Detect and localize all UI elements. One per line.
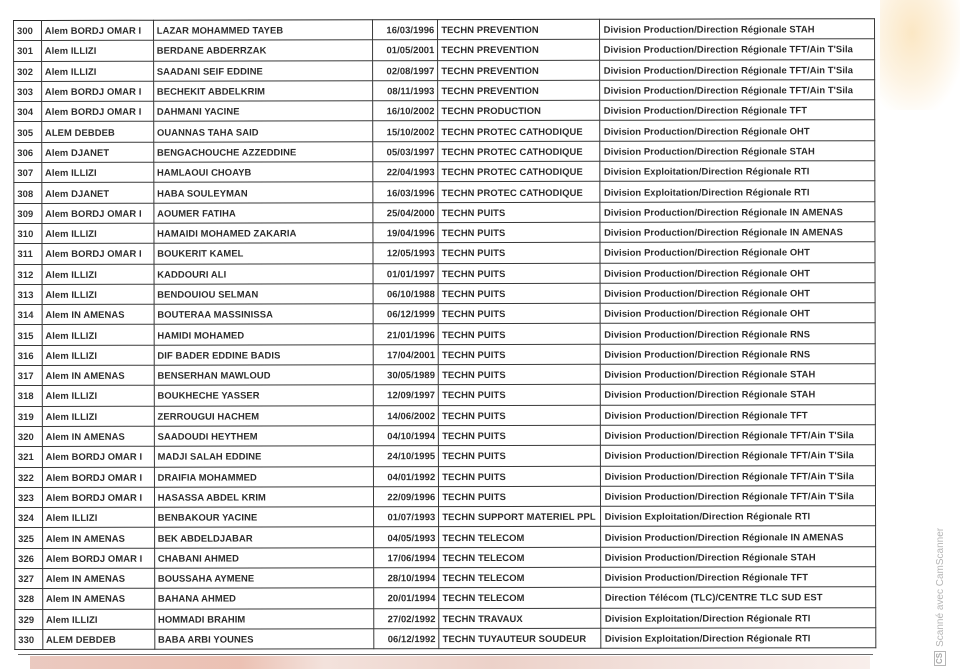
row-number-cell: 327 <box>15 568 43 588</box>
site-cell: Alem BORDJ OMAR I <box>42 446 154 467</box>
site-cell: Alem ILLIZI <box>42 325 154 346</box>
table-row <box>14 303 875 325</box>
job-title-cell: TECHN PUITS <box>438 243 599 264</box>
employee-name-cell: SAADOUDI HEYTHEM <box>154 426 373 447</box>
job-title-cell: TECHN PUITS <box>439 425 600 446</box>
date-cell: 12/09/1997 <box>373 385 439 405</box>
row-number-cell: 325 <box>15 528 43 548</box>
division-cell: Division Exploitation/Direction Régionale RTI <box>599 181 874 202</box>
site-cell: Alem BORDJ OMAR I <box>42 467 154 488</box>
employee-name-cell: BABA ARBI YOUNES <box>154 629 373 650</box>
table-row <box>14 343 875 365</box>
site-cell: Alem DJANET <box>42 183 154 204</box>
division-cell: Division Production/Direction Régionale TFT/Ain T'Sila <box>600 465 875 486</box>
row-number-cell: 328 <box>15 589 43 609</box>
site-cell: Alem BORDJ OMAR I <box>41 101 153 122</box>
division-cell: Division Production/Direction Régionale RNS <box>600 343 875 364</box>
job-title-cell: TECHN PUITS <box>438 303 599 324</box>
site-cell: Alem BORDJ OMAR I <box>41 20 153 41</box>
division-cell: Division Production/Direction Régionale STAH <box>599 19 874 40</box>
table-row <box>14 222 875 244</box>
date-cell: 08/11/1993 <box>372 81 438 101</box>
table-row <box>15 587 876 609</box>
date-cell: 17/04/2001 <box>373 344 439 364</box>
site-cell: Alem ILLIZI <box>42 345 154 366</box>
row-number-cell: 329 <box>15 609 43 629</box>
employee-name-cell: AOUMER FATIHA <box>154 202 373 223</box>
division-cell: Division Exploitation/Direction Régionale RTI <box>600 607 875 628</box>
date-cell: 24/10/1995 <box>373 446 439 466</box>
date-cell: 12/05/1993 <box>373 243 439 263</box>
row-number-cell: 321 <box>14 447 42 467</box>
job-title-cell: TECHN PUITS <box>439 466 600 487</box>
job-title-cell: TECHN TUYAUTEUR SOUDEUR <box>439 628 600 649</box>
job-title-cell: TECHN SUPPORT MATERIEL PPL <box>439 506 600 527</box>
site-cell: Alem ILLIZI <box>42 284 154 305</box>
division-cell: Division Production/Direction Régionale TFT/Ain T'Sila <box>599 59 874 80</box>
division-cell: Division Production/Direction Régionale TFT <box>600 404 875 425</box>
date-cell: 27/02/1992 <box>373 608 439 628</box>
row-number-cell: 303 <box>14 81 42 101</box>
date-cell: 15/10/2002 <box>372 121 438 141</box>
row-number-cell: 318 <box>14 386 42 406</box>
date-cell: 06/10/1988 <box>373 283 439 303</box>
date-cell: 22/09/1996 <box>373 486 439 506</box>
table-row <box>14 161 875 183</box>
employee-name-cell: BENGACHOUCHE AZZEDDINE <box>153 142 372 163</box>
division-cell: Division Production/Direction Régionale TFT/Ain T'Sila <box>600 445 875 466</box>
employee-name-cell: BENBAKOUR YACINE <box>154 507 373 528</box>
background-strip <box>30 656 870 669</box>
site-cell: Alem ILLIZI <box>42 223 154 244</box>
camscanner-logo-icon: CS <box>935 652 944 664</box>
row-number-cell: 319 <box>14 406 42 426</box>
table-row <box>15 607 876 629</box>
table-row <box>14 120 875 142</box>
job-title-cell: TECHN PUITS <box>439 486 600 507</box>
employee-name-cell: BOUTERAA MASSINISSA <box>154 304 373 325</box>
date-cell: 01/01/1997 <box>373 263 439 283</box>
site-cell: Alem IN AMENAS <box>42 426 154 447</box>
date-cell: 28/10/1994 <box>373 568 439 588</box>
date-cell: 16/03/1996 <box>372 20 438 40</box>
employee-name-cell: BOUSSAHA AYMENE <box>154 568 373 589</box>
division-cell: Division Production/Direction Régionale IN AMENAS <box>599 201 874 222</box>
site-cell: Alem ILLIZI <box>42 507 154 528</box>
division-cell: Division Production/Direction Régionale TFT/Ain T'Sila <box>599 80 874 101</box>
site-cell: Alem BORDJ OMAR I <box>42 487 154 508</box>
division-cell: Division Exploitation/Direction Régionale RTI <box>599 161 874 182</box>
table-row <box>15 526 876 548</box>
employee-name-cell: DIF BADER EDDINE BADIS <box>154 344 373 365</box>
table-row <box>15 628 876 650</box>
site-cell: Alem BORDJ OMAR I <box>41 81 153 102</box>
division-cell: Division Exploitation/Direction Régionale RTI <box>600 506 875 527</box>
row-number-cell: 322 <box>14 467 42 487</box>
row-number-cell: 326 <box>15 548 43 568</box>
table-row <box>14 242 875 264</box>
table-row <box>14 19 875 41</box>
division-cell: Division Production/Direction Régionale STAH <box>600 364 875 385</box>
table-row <box>14 465 875 487</box>
site-cell: Alem ILLIZI <box>41 61 153 82</box>
division-cell: Division Production/Direction Régionale OHT <box>600 242 875 263</box>
table-row <box>14 445 875 467</box>
table-row <box>14 100 875 122</box>
date-cell: 04/10/1994 <box>373 426 439 446</box>
site-cell: Alem DJANET <box>41 142 153 163</box>
employee-name-cell: SAADANI SEIF EDDINE <box>153 60 372 81</box>
division-cell: Division Production/Direction Régionale OHT <box>600 262 875 283</box>
job-title-cell: TECHN PUITS <box>439 446 600 467</box>
division-cell: Direction Télécom (TLC)/CENTRE TLC SUD EST <box>600 587 875 608</box>
staff-table <box>13 18 876 650</box>
division-cell: Division Production/Direction Régionale OHT <box>600 303 875 324</box>
date-cell: 25/04/2000 <box>372 202 438 222</box>
division-cell: Division Production/Direction Régionale OHT <box>599 120 874 141</box>
row-number-cell: 323 <box>14 487 42 507</box>
table-row <box>14 425 875 447</box>
site-cell: Alem IN AMENAS <box>42 304 154 325</box>
job-title-cell: TECHN TRAVAUX <box>439 608 600 629</box>
job-title-cell: TECHN PROTEC CATHODIQUE <box>438 182 599 203</box>
row-number-cell: 305 <box>14 122 42 142</box>
job-title-cell: TECHN PUITS <box>438 263 599 284</box>
division-cell: Division Production/Direction Régionale STAH <box>599 140 874 161</box>
site-cell: Alem IN AMENAS <box>42 528 154 549</box>
site-cell: Alem BORDJ OMAR I <box>42 243 154 264</box>
division-cell: Division Production/Direction Régionale STAH <box>600 546 875 567</box>
table-row <box>15 567 876 589</box>
job-title-cell: TECHN PUITS <box>439 364 600 385</box>
date-cell: 20/01/1994 <box>373 588 439 608</box>
date-cell: 19/04/1996 <box>372 223 438 243</box>
site-cell: Alem ILLIZI <box>42 406 154 427</box>
row-number-cell: 301 <box>14 41 42 61</box>
division-cell: Division Production/Direction Régionale RNS <box>600 323 875 344</box>
date-cell: 06/12/1992 <box>373 629 439 649</box>
row-number-cell: 310 <box>14 223 42 243</box>
table-row <box>14 323 875 345</box>
employee-name-cell: LAZAR MOHAMMED TAYEB <box>153 20 372 41</box>
job-title-cell: TECHN PROTEC CATHODIQUE <box>438 161 599 182</box>
row-number-cell: 317 <box>14 365 42 385</box>
date-cell: 04/01/1992 <box>373 466 439 486</box>
division-cell: Division Production/Direction Régionale TFT <box>599 100 874 121</box>
date-cell: 30/05/1989 <box>373 365 439 385</box>
site-cell: Alem IN AMENAS <box>42 365 154 386</box>
employee-name-cell: DRAIFIA MOHAMMED <box>154 466 373 487</box>
row-number-cell: 324 <box>15 508 43 528</box>
date-cell: 16/10/2002 <box>372 101 438 121</box>
employee-name-cell: BOUKHECHE YASSER <box>154 385 373 406</box>
date-cell: 04/05/1993 <box>373 527 439 547</box>
row-number-cell: 312 <box>14 264 42 284</box>
table-row <box>14 80 875 102</box>
row-number-cell: 330 <box>15 629 43 649</box>
row-number-cell: 302 <box>14 61 42 81</box>
staff-table-body <box>14 19 876 650</box>
employee-name-cell: BENDOUIOU SELMAN <box>154 284 373 305</box>
job-title-cell: TECHN PROTEC CATHODIQUE <box>438 141 599 162</box>
watermark-text: Scanné avec CamScanner <box>934 527 946 647</box>
date-cell: 05/03/1997 <box>372 141 438 161</box>
site-cell: ALEM DEBDEB <box>43 629 155 650</box>
page-bottom-edge <box>18 654 873 655</box>
job-title-cell: TECHN PUITS <box>438 324 599 345</box>
job-title-cell: TECHN PREVENTION <box>438 80 599 101</box>
site-cell: Alem BORDJ OMAR I <box>42 548 154 569</box>
division-cell: Division Production/Direction Régionale TFT <box>600 567 875 588</box>
table-row <box>14 262 875 284</box>
site-cell: Alem IN AMENAS <box>42 568 154 589</box>
row-number-cell: 309 <box>14 203 42 223</box>
row-number-cell: 314 <box>14 305 42 325</box>
table-row <box>14 404 875 426</box>
employee-name-cell: BERDANE ABDERRZAK <box>153 40 372 61</box>
row-number-cell: 316 <box>14 345 42 365</box>
employee-name-cell: BENSERHAN MAWLOUD <box>154 365 373 386</box>
site-cell: ALEM DEBDEB <box>41 122 153 143</box>
job-title-cell: TECHN TELECOM <box>439 547 600 568</box>
employee-name-cell: BOUKERIT KAMEL <box>154 243 373 264</box>
site-cell: Alem ILLIZI <box>42 386 154 407</box>
division-cell: Division Production/Direction Régionale TFT/Ain T'Sila <box>600 425 875 446</box>
date-cell: 06/12/1999 <box>373 304 439 324</box>
site-cell: Alem BORDJ OMAR I <box>42 203 154 224</box>
site-cell: Alem ILLIZI <box>41 41 153 62</box>
date-cell: 22/04/1993 <box>372 162 438 182</box>
employee-name-cell: HABA SOULEYMAN <box>154 182 373 203</box>
job-title-cell: TECHN PUITS <box>438 283 599 304</box>
employee-name-cell: ZERROUGUI HACHEM <box>154 405 373 426</box>
employee-name-cell: BEK ABDELDJABAR <box>154 527 373 548</box>
employee-name-cell: DAHMANI YACINE <box>153 101 372 122</box>
employee-name-cell: BAHANA AHMED <box>154 588 373 609</box>
division-cell: Division Production/Direction Régionale OHT <box>600 283 875 304</box>
row-number-cell: 315 <box>14 325 42 345</box>
date-cell: 21/01/1996 <box>373 324 439 344</box>
division-cell: Division Production/Direction Régionale IN AMENAS <box>600 222 875 243</box>
job-title-cell: TECHN PROTEC CATHODIQUE <box>438 121 599 142</box>
date-cell: 01/05/2001 <box>372 40 438 60</box>
table-row <box>14 201 875 223</box>
job-title-cell: TECHN PUITS <box>438 344 599 365</box>
employee-name-cell: HOMMADI BRAHIM <box>154 608 373 629</box>
site-cell: Alem ILLIZI <box>42 264 154 285</box>
employee-name-cell: KADDOURI ALI <box>154 263 373 284</box>
employee-name-cell: HAMLAOUI CHOAYB <box>154 162 373 183</box>
row-number-cell: 304 <box>14 102 42 122</box>
job-title-cell: TECHN PREVENTION <box>438 19 599 40</box>
camscanner-watermark <box>934 528 946 666</box>
job-title-cell: TECHN PUITS <box>438 202 599 223</box>
row-number-cell: 311 <box>14 244 42 264</box>
job-title-cell: TECHN TELECOM <box>439 527 600 548</box>
table-row <box>14 486 875 508</box>
division-cell: Division Production/Direction Régionale TFT/Ain T'Sila <box>600 486 875 507</box>
table-row <box>14 39 875 61</box>
job-title-cell: TECHN TELECOM <box>439 588 600 609</box>
job-title-cell: TECHN PREVENTION <box>438 60 599 81</box>
row-number-cell: 300 <box>14 20 42 40</box>
table-row <box>14 59 875 81</box>
division-cell: Division Production/Direction Régionale TFT/Ain T'Sila <box>599 39 874 60</box>
row-number-cell: 306 <box>14 142 42 162</box>
row-number-cell: 313 <box>14 284 42 304</box>
row-number-cell: 307 <box>14 163 42 183</box>
job-title-cell: TECHN PRODUCTION <box>438 100 599 121</box>
row-number-cell: 308 <box>14 183 42 203</box>
employee-name-cell: OUANNAS TAHA SAID <box>153 121 372 142</box>
job-title-cell: TECHN TELECOM <box>439 567 600 588</box>
date-cell: 14/06/2002 <box>373 405 439 425</box>
table-row <box>15 546 876 568</box>
date-cell: 16/03/1996 <box>372 182 438 202</box>
job-title-cell: TECHN PUITS <box>439 405 600 426</box>
date-cell: 01/07/1993 <box>373 507 439 527</box>
employee-name-cell: HAMAIDI MOHAMED ZAKARIA <box>154 223 373 244</box>
table-row <box>14 283 875 305</box>
job-title-cell: TECHN PUITS <box>438 222 599 243</box>
division-cell: Division Production/Direction Régionale STAH <box>600 384 875 405</box>
employee-name-cell: HASASSA ABDEL KRIM <box>154 487 373 508</box>
job-title-cell: TECHN PUITS <box>439 385 600 406</box>
date-cell: 17/06/1994 <box>373 547 439 567</box>
division-cell: Division Production/Direction Régionale IN AMENAS <box>600 526 875 547</box>
table-row <box>14 181 875 203</box>
table-row <box>15 506 876 528</box>
employee-name-cell: BECHEKIT ABDELKRIM <box>153 81 372 102</box>
date-cell: 02/08/1997 <box>372 60 438 80</box>
paper-shadow <box>880 0 960 110</box>
site-cell: Alem IN AMENAS <box>42 589 154 610</box>
employee-name-cell: HAMIDI MOHAMED <box>154 324 373 345</box>
division-cell: Division Exploitation/Direction Régionale RTI <box>600 628 875 649</box>
employee-name-cell: MADJI SALAH EDDINE <box>154 446 373 467</box>
table-row <box>14 140 875 162</box>
job-title-cell: TECHN PREVENTION <box>438 40 599 61</box>
site-cell: Alem ILLIZI <box>42 162 154 183</box>
table-row <box>14 364 875 386</box>
employee-name-cell: CHABANI AHMED <box>154 547 373 568</box>
table-row <box>14 384 875 406</box>
row-number-cell: 320 <box>14 426 42 446</box>
site-cell: Alem ILLIZI <box>42 609 154 630</box>
